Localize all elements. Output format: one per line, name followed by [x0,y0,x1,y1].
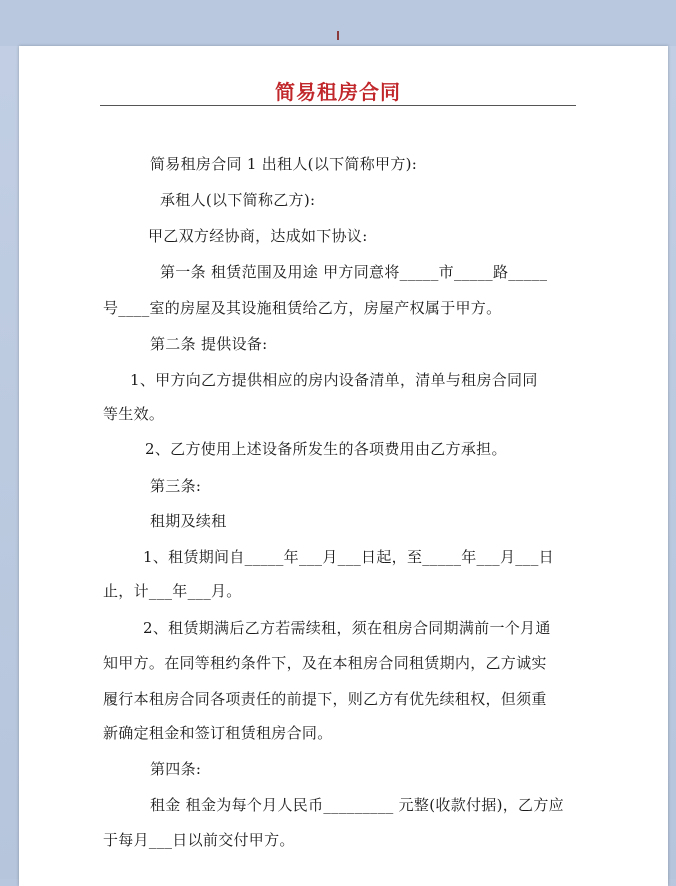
paragraph-line: 履行本租房合同各项责任的前提下，则乙方有优先续租权，但须重 [103,690,547,708]
paragraph-line: 承租人(以下简称乙方): [160,191,316,209]
paragraph-line: 租金 租金为每个月人民币_________ 元整(收款付据)，乙方应 [150,796,564,814]
paragraph-line: 知甲方。在同等租约条件下，及在本租房合同租赁期内，乙方诚实 [103,654,547,672]
paragraph-line: 等生效。 [103,405,165,423]
title-underline [100,105,576,106]
paragraph-line: 于每月___日以前交付甲方。 [103,831,295,849]
paragraph-line: 甲乙双方经协商，达成如下协议: [148,227,368,245]
paragraph-line: 第二条 提供设备: [150,335,268,353]
paragraph-line: 号____室的房屋及其设施租赁给乙方，房屋产权属于甲方。 [103,299,502,317]
paragraph-line: 2、乙方使用上述设备所发生的各项费用由乙方承担。 [145,440,507,458]
paragraph-line: 第三条: [150,477,202,495]
paragraph-line: 新确定租金和签订租赁租房合同。 [103,724,333,742]
paragraph-line: 第一条 租赁范围及用途 甲方同意将_____市_____路_____ [160,263,548,281]
paragraph-line: 简易租房合同 1 出租人(以下简称甲方): [150,155,418,173]
document-title: 简易租房合同 [275,80,401,104]
paragraph-line: 1、租赁期间自_____年___月___日起，至_____年___月___日 [143,548,554,566]
paragraph-line: 租期及续租 [150,512,227,530]
paragraph-line: 2、租赁期满后乙方若需续租，须在租房合同期满前一个月通 [143,619,551,637]
paragraph-line: 第四条: [150,760,202,778]
text-cursor-icon [337,31,339,40]
paragraph-line: 1、甲方向乙方提供相应的房内设备清单，清单与租房合同同 [130,371,538,389]
paragraph-line: 止，计___年___月。 [103,582,242,600]
